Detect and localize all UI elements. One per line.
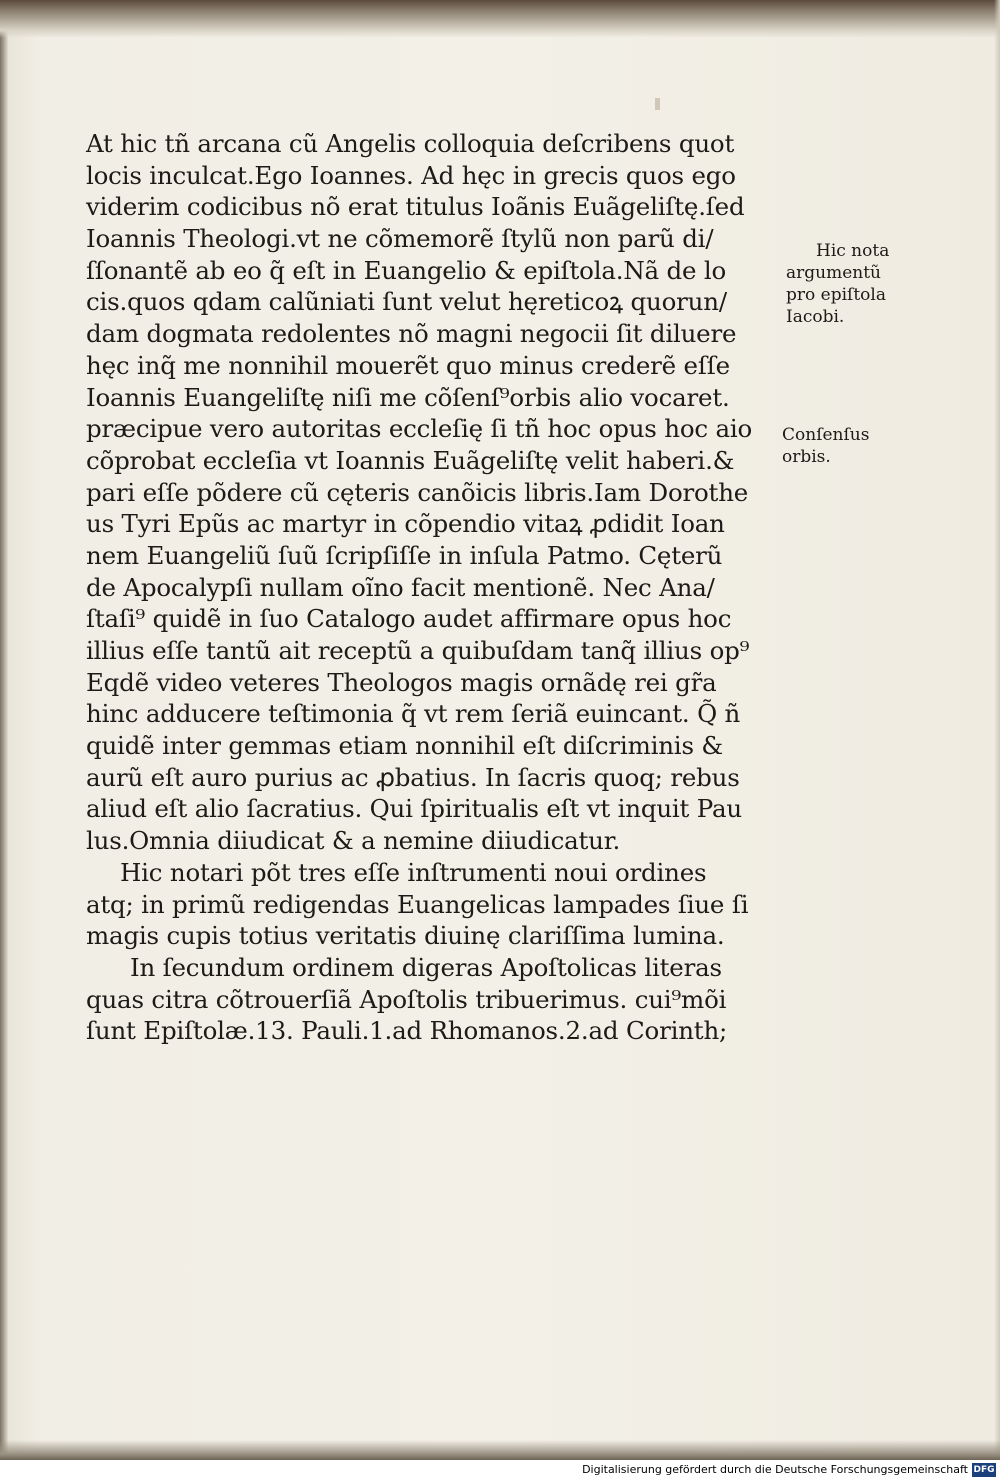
main-text-block <box>86 128 786 1047</box>
text-line: Eqdẽ video veteres Theologos magis ornãdę rei gr̃a <box>86 667 717 697</box>
text-line: hinc adducere teſtimonia q̃ vt rem ſeriã euincant. Q̃ ñ <box>86 699 741 729</box>
text-line: dam dogmata redolentes nõ magni negocii ſit diluere <box>86 319 737 349</box>
text-line: aliud eſt alio ſacratius. Qui ſpiritualis eſt vt inquit Pau <box>86 794 742 824</box>
text-line: hęc inq̃ me nonnihil mouerẽt quo minus crederẽ eſſe <box>86 350 730 380</box>
text-line: ſunt Epiſtolæ.13. Pauli.1.ad Rhomanos.2.ad Corinth; <box>86 1016 728 1046</box>
text-line: quas citra cõtrouerſiã Apoſtolis tribuerimus. cui⁹mõi <box>86 984 727 1014</box>
margin-note-line: Hic nota <box>816 241 890 261</box>
text-line: quidẽ inter gemmas etiam nonnihil eſt diſcriminis & <box>86 731 724 761</box>
text-line: viderim codicibus nõ erat titulus Ioãnis Euãgeliſtę.ſed <box>86 192 745 222</box>
text-line: pari eſſe põdere cũ cęteris canõicis libris.Iam Dorothe <box>86 477 749 507</box>
text-line: præcipue vero autoritas eccleſię ſi tñ hoc opus hoc aio <box>86 414 753 444</box>
text-line: magis cupis totius veritatis diuinę clariſſima lumina. <box>86 921 725 951</box>
margin-note-line: argumentũ <box>786 263 882 283</box>
text-line: lus.Omnia diiudicat & a nemine diiudicatur. <box>86 826 621 856</box>
text-line: Ioannis Euangeliſtę niſi me cõſenſ⁹orbis alio vocaret. <box>86 382 730 412</box>
ink-mark <box>655 98 660 110</box>
text-line: ſſonantẽ ab eo q̃ eſt in Euangelio & epiſtola.Nã de lo <box>86 255 727 285</box>
funding-credit: Digitalisierung gefördert durch die Deutsche Forschungsgemeinschaft <box>582 1463 968 1476</box>
margin-note <box>786 240 916 328</box>
text-line: cõprobat eccleſia vt Ioannis Euãgeliſtę velit haberi.& <box>86 445 735 475</box>
text-line: locis inculcat.Ego Ioannes. Ad hęc in grecis quos ego <box>86 160 736 190</box>
margin-note-line: orbis. <box>782 447 831 467</box>
text-line: atq; in primũ redigendas Euangelicas lampades ſiue ſi <box>86 889 749 919</box>
text-line: ſtaſi⁹ quidẽ in ſuo Catalogo audet affirmare opus hoc <box>86 604 732 634</box>
page-bottom-edge <box>0 1440 1000 1460</box>
text-line: nem Euangeliũ ſuũ ſcripſiſſe in inſula Patmo. Cęterũ <box>86 540 723 570</box>
margin-note-line: pro epiſtola <box>786 285 886 305</box>
text-line: cis.quos qdam calũniati ſunt velut hęreticoꝝ quorun/ <box>86 287 727 317</box>
page-left-edge <box>0 0 8 1460</box>
margin-note <box>782 424 912 468</box>
margin-note-line: Iacobi. <box>786 307 845 327</box>
text-line: Hic notari põt tres eſſe inſtrumenti noui ordines <box>120 857 707 887</box>
margin-note-line: Conſenſus <box>782 425 870 445</box>
text-line: In ſecundum ordinem digeras Apoſtolicas literas <box>130 952 722 982</box>
dfg-logo: DFG <box>973 1465 995 1475</box>
text-line: illius eſſe tantũ ait receptũ a quibuſdam tanq̃ illius op⁹ <box>86 636 750 665</box>
text-line: de Apocalypſi nullam oĩno facit mentionẽ. Nec Ana/ <box>86 572 715 602</box>
text-line: us Tyri Epũs ac martyr in cõpendio vitaꝝ ꝓdidit Ioan <box>86 509 725 539</box>
text-line: Ioannis Theologi.vt ne cõmemorẽ ſtylũ non parũ di/ <box>86 224 714 254</box>
text-line: At hic tñ arcana cũ Angelis colloquia deſcribens quot <box>86 129 735 158</box>
page-right-edge <box>994 0 1000 1460</box>
text-line: aurũ eſt auro purius ac ꝓbatius. In ſacris quoq; rebus <box>86 762 740 792</box>
page-top-edge <box>0 0 1000 38</box>
